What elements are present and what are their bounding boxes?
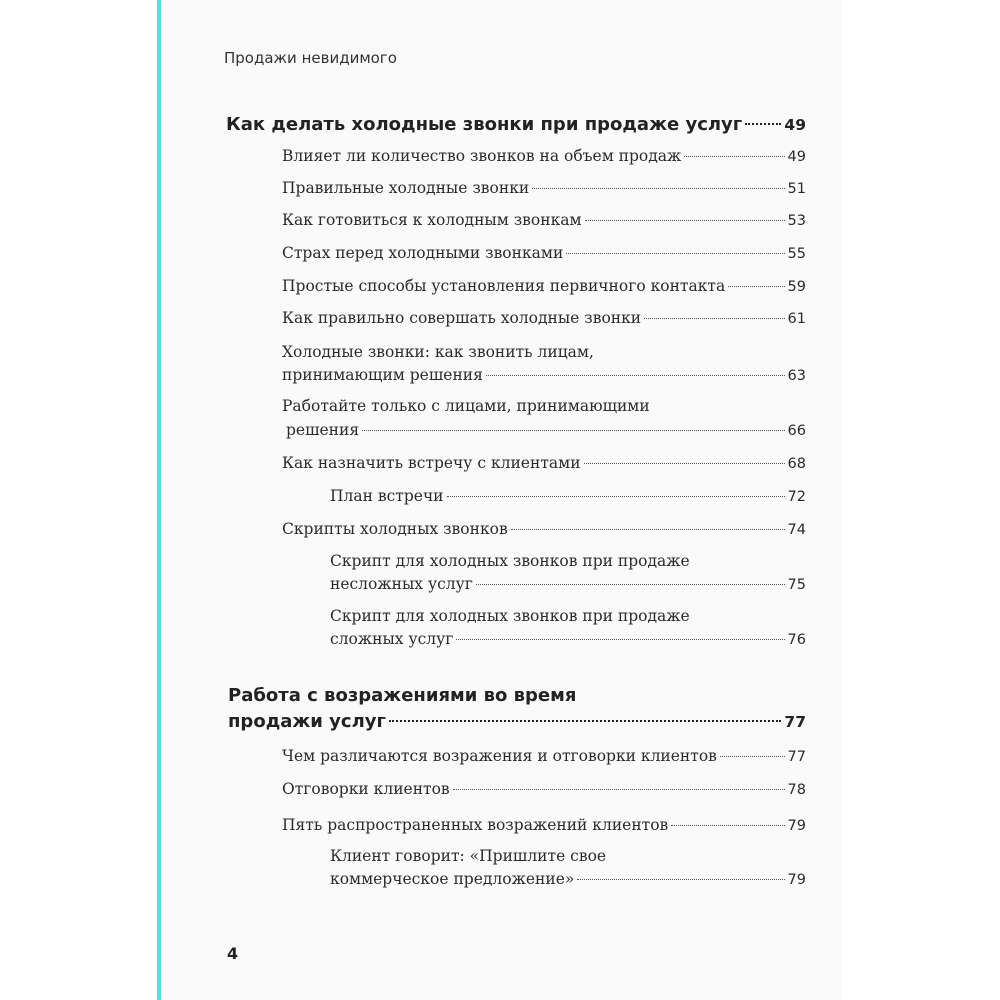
toc-entry xyxy=(282,276,806,298)
toc-entry-title: Чем различаются возражения и отговорки клиентов xyxy=(282,747,717,765)
toc-entry-title: Страх перед холодными звонками xyxy=(282,244,564,262)
toc-page-number: 74 xyxy=(787,522,806,538)
dot-leader xyxy=(511,529,785,530)
dot-leader xyxy=(684,156,784,157)
toc-page-number: 55 xyxy=(787,246,806,262)
dot-leader xyxy=(577,879,784,880)
dot-leader xyxy=(453,789,785,790)
toc-entry xyxy=(330,574,806,596)
toc-page-number: 49 xyxy=(787,149,806,165)
toc-entry xyxy=(282,178,806,200)
toc-entry xyxy=(330,869,806,891)
toc-page-number: 66 xyxy=(787,423,806,439)
toc-chapter-2 xyxy=(228,711,806,733)
toc-entry xyxy=(282,243,806,265)
toc-entry xyxy=(282,453,806,475)
dot-leader xyxy=(456,639,784,640)
dot-leader xyxy=(362,430,784,431)
toc-entry-title: План встречи xyxy=(330,487,444,505)
dot-leader xyxy=(728,286,784,287)
dot-leader xyxy=(486,375,785,376)
toc-entry-title-line1: Холодные звонки: как звонить лицам, xyxy=(282,343,594,361)
dot-leader xyxy=(566,253,784,254)
toc-page-number: 68 xyxy=(787,456,806,472)
toc-entry xyxy=(330,629,806,651)
toc-entry xyxy=(282,365,806,387)
toc-entry-title: Как готовиться к холодным звонкам xyxy=(282,211,582,229)
toc-entry xyxy=(282,519,806,541)
toc-page-number: 79 xyxy=(787,872,806,888)
toc-entry-title-line2: коммерческое предложение» xyxy=(330,870,575,888)
dot-leader xyxy=(585,220,785,221)
dot-leader xyxy=(584,463,785,464)
toc-entry xyxy=(282,146,806,168)
running-head: Продажи невидимого xyxy=(224,49,397,67)
toc-entry-title: Правильные холодные звонки xyxy=(282,179,530,197)
toc-page-number: 72 xyxy=(787,489,806,505)
toc-chapter-title: Как делать холодные звонки при продаже услуг xyxy=(226,114,743,135)
toc-entry xyxy=(330,486,806,508)
dot-leader xyxy=(671,825,784,826)
dot-leader xyxy=(447,496,785,497)
toc-entry-title-line1: Работайте только с лицами, принимающими xyxy=(282,397,650,415)
toc-entry-title: Скрипты холодных звонков xyxy=(282,520,508,538)
toc-page-number: 76 xyxy=(787,632,806,648)
toc-page-number: 79 xyxy=(787,818,806,834)
toc-entry xyxy=(282,746,806,768)
toc-page-number: 78 xyxy=(787,782,806,798)
dot-leader xyxy=(532,188,784,189)
toc-entry-title-line1: Клиент говорит: «Пришлите свое xyxy=(330,847,607,865)
toc-entry-title: Пять распространенных возражений клиентов xyxy=(282,816,669,834)
toc-chapter-1 xyxy=(226,114,806,136)
toc-entry-title-line1: Скрипт для холодных звонков при продаже xyxy=(330,607,690,625)
toc-entry-title: Влияет ли количество звонков на объем продаж xyxy=(282,147,682,165)
toc-page-number: 53 xyxy=(787,213,806,229)
toc-entry-title: Простые способы установления первичного контакта xyxy=(282,277,726,295)
toc-page-number: 51 xyxy=(787,181,806,197)
page-number: 4 xyxy=(227,944,239,963)
toc-entry-title-line2: несложных услуг xyxy=(330,575,473,593)
toc-chapter-title-line2: продажи услуг xyxy=(228,711,386,732)
toc-page-number: 59 xyxy=(787,279,806,295)
toc-entry xyxy=(286,420,806,442)
toc-page-number: 63 xyxy=(787,368,806,384)
toc-entry xyxy=(282,779,806,801)
toc-page-number: 49 xyxy=(784,116,806,134)
toc-entry xyxy=(282,815,806,837)
dot-leader xyxy=(389,720,782,722)
toc-page-number: 61 xyxy=(787,311,806,327)
dot-leader xyxy=(644,318,784,319)
toc-entry-title-line1: Скрипт для холодных звонков при продаже xyxy=(330,552,690,570)
toc-page-number: 77 xyxy=(784,713,806,731)
dot-leader xyxy=(720,756,785,757)
toc-chapter-2-title-line1: Работа с возражениями во время xyxy=(228,685,577,706)
toc-entry-title-line2: сложных услуг xyxy=(330,630,454,648)
toc-entry-title-line2: принимающим решения xyxy=(282,366,483,384)
toc-entry-title: Отговорки клиентов xyxy=(282,780,450,798)
toc-page-number: 77 xyxy=(787,749,806,765)
toc-entry-title: Как назначить встречу с клиентами xyxy=(282,454,581,472)
dot-leader xyxy=(476,584,785,585)
toc-entry xyxy=(282,308,806,330)
dot-leader xyxy=(745,123,781,125)
toc-entry-title: Как правильно совершать холодные звонки xyxy=(282,309,642,327)
toc-entry-title-line2: решения xyxy=(286,421,360,439)
toc-entry xyxy=(282,210,806,232)
toc-page-number: 75 xyxy=(787,577,806,593)
